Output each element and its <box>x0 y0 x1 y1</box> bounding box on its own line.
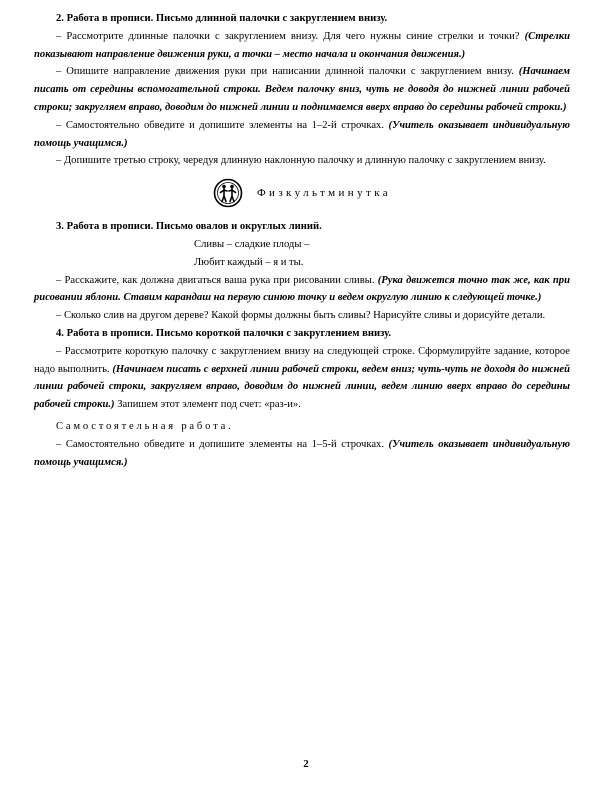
poem-line-2: Любит каждый – я и ты. <box>194 256 304 268</box>
section-4-title: 4. Работа в прописи. Письмо короткой палочки с закруглением внизу. <box>56 327 392 339</box>
question-tail: Запишем этот элемент под счет: «раз-и». <box>117 399 301 411</box>
section-3-question-1 <box>34 272 570 308</box>
question-text: – Самостоятельно обведите и допишите элементы на 1–2-й строчках. <box>56 119 384 131</box>
poem-line-1: Сливы – сладкие плоды – <box>194 238 310 250</box>
section-2-question-1 <box>34 28 570 64</box>
question-text: – Рассмотрите короткую палочку с закруглением внизу на следующей строке. Сформулируйте задание, которое надо выполнить. <box>34 345 570 375</box>
question-note: (Учитель оказывает индивидуальную помощь учащимся.) <box>34 438 570 468</box>
section-2-question-4: – Допишите третью строку, чередуя длинную наклонную палочку и длинную палочку с закруглением внизу. <box>56 155 546 167</box>
document-page <box>34 10 570 471</box>
question-text: – Расскажите, как должна двигаться ваша рука при рисовании сливы. <box>56 274 375 286</box>
self-work-heading: Самостоятельная работа. <box>56 420 234 432</box>
question-text: – Опишите направление движения руки при написании длинной палочки с закруглением внизу. <box>56 66 514 78</box>
question-note: (Начинаем писать от середины вспомогательной строки. Ведем палочку вниз, чуть не доводя до нижней линии рабочей строки; закругляем вправо, доводим до нижней линии и поднимаемся вверх вправо до середины рабочей строки.) <box>34 66 570 113</box>
section-2-question-2 <box>34 63 570 116</box>
section-4-question-2 <box>34 436 570 472</box>
question-note: (Рука движется точно так же, как при рисовании яблони. Ставим карандаш на первую синюю точку и ведем округлую линию к следующей точке.) <box>34 274 570 304</box>
section-2-title: 2. Работа в прописи. Письмо длинной палочки с закруглением внизу. <box>56 13 388 24</box>
section-3-question-2: – Сколько слив на другом дереве? Какой формы должны быть сливы? Нарисуйте сливы и дорисуйте детали. <box>56 310 546 322</box>
exercising-figures-emblem-icon <box>213 178 243 208</box>
section-3-title: 3. Работа в прописи. Письмо овалов и округлых линий. <box>56 221 322 233</box>
fizkultminutka-label: Физкультминутка <box>256 187 392 200</box>
question-note: (Учитель оказывает индивидуальную помощь учащимся.) <box>34 119 570 149</box>
section-2-question-3 <box>34 117 570 153</box>
fizkultminutka-heading <box>34 178 570 208</box>
question-text: – Рассмотрите длинные палочки с закруглением внизу. Для чего нужны синие стрелки и точки? <box>56 30 520 42</box>
question-note: (Начинаем писать с верхней линии рабочей строки, ведем вниз; чуть-чуть не доходя до нижней линии рабочей строки, закругляем вправо, доводим до нижней линии, ведем линию вверх вправо до середины рабочей строки.) <box>34 363 570 411</box>
section-4-question-1 <box>34 343 570 414</box>
question-note: (Стрелки показывают направление движения руки, а точки – место начала и окончания движения.) <box>34 30 570 60</box>
page-number: 2 <box>303 758 309 770</box>
question-text: – Самостоятельно обведите и допишите элементы на 1–5-й строчках. <box>56 438 384 450</box>
